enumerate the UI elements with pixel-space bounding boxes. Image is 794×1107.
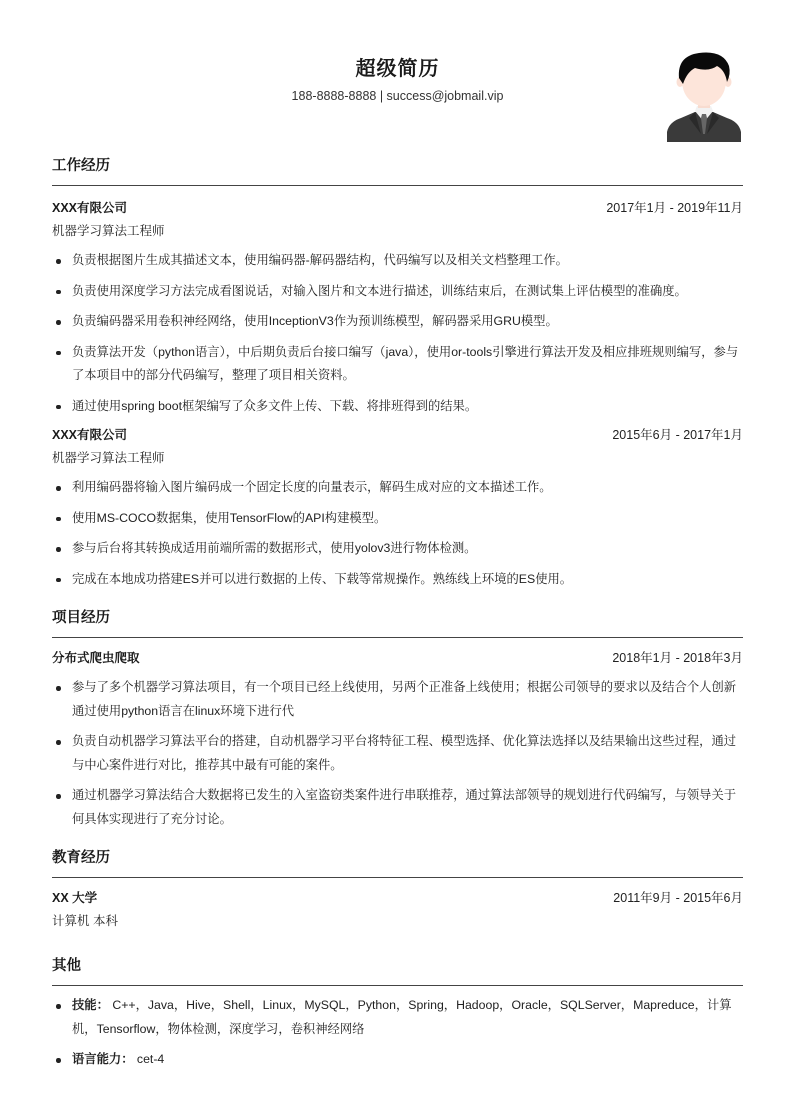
project-experience-section — [52, 607, 743, 831]
resume-page — [52, 0, 743, 1079]
bullet-item: 通过机器学习算法结合大数据将已发生的入室盗窃类案件进行串联推荐，通过算法部领导的规划进行代码编写，与领导关于何具体实现进行了充分讨论。 — [52, 784, 743, 831]
company-name: XXX有限公司 — [52, 200, 128, 215]
work-entry — [52, 194, 743, 418]
work-entry — [52, 421, 743, 591]
candidate-name: 超级简历 — [355, 58, 440, 80]
project-name: 分布式爬虫爬取 — [52, 650, 140, 665]
section-title: 工作经历 — [52, 158, 110, 174]
date-range: 2018年1月 - 2018年3月 — [612, 650, 743, 665]
section-divider — [52, 185, 743, 186]
section-divider — [52, 985, 743, 986]
company-name: XXX有限公司 — [52, 427, 128, 442]
bullet-item: 负责根据图片生成其描述文本，使用编码器-解码器结构，代码编写以及相关文档整理工作。 — [52, 249, 743, 273]
skills-label: 技能： — [72, 998, 109, 1012]
bullet-item: 负责算法开发（python语言），中后期负责后台接口编写（java），使用or-tools引擎进行算法开发及相应排班规则编写，参与了本项目中的部分代码编写，整理了项目相关资料。 — [52, 341, 743, 388]
bullet-item: 通过使用spring boot框架编写了众多文件上传、下载、将排班得到的结果。 — [52, 395, 743, 419]
education-entry — [52, 884, 743, 933]
language-label: 语言能力： — [72, 1052, 134, 1066]
skills-item — [52, 994, 743, 1041]
work-experience-section — [52, 155, 743, 591]
bullet-item: 完成在本地成功搭建ES并可以进行数据的上传、下载等常规操作。熟练线上环境的ES使用。 — [52, 568, 743, 592]
project-entry — [52, 644, 743, 831]
section-title: 教育经历 — [52, 850, 110, 866]
bullet-item: 负责编码器采用卷积神经网络，使用InceptionV3作为预训练模型，解码器采用GRU模型。 — [52, 310, 743, 334]
date-range: 2017年1月 - 2019年11月 — [606, 200, 743, 215]
bullet-item: 利用编码器将输入图片编码成一个固定长度的向量表示，解码生成对应的文本描述工作。 — [52, 476, 743, 500]
other-section — [52, 955, 743, 1072]
section-title: 项目经历 — [52, 610, 110, 626]
language-item — [52, 1048, 743, 1072]
section-title: 其他 — [52, 958, 81, 974]
school-name: XX 大学 — [52, 890, 98, 905]
bullet-item: 负责自动机器学习算法平台的搭建，自动机器学习平台将特征工程、模型选择、优化算法选择以及结果输出这些过程，通过与中心案件进行对比，推荐其中最有可能的案件。 — [52, 730, 743, 777]
bullet-item: 使用MS-COCO数据集，使用TensorFlow的API构建模型。 — [52, 507, 743, 531]
job-title: 机器学习算法工程师 — [52, 224, 165, 238]
language-value: cet-4 — [136, 1052, 165, 1066]
bullet-item: 参与了多个机器学习算法项目，有一个项目已经上线使用，另两个正准备上线使用；根据公司领导的要求以及结合个人创新通过使用python语言在linux环境下进行代 — [52, 676, 743, 723]
job-title: 机器学习算法工程师 — [52, 451, 165, 465]
education-section — [52, 847, 743, 933]
bullet-item: 负责使用深度学习方法完成看图说话，对输入图片和文本进行描述，训练结束后，在测试集上评估模型的准确度。 — [52, 280, 743, 304]
contact-info: 188-8888-8888 | success@jobmail.vip — [291, 89, 504, 103]
bullet-item: 参与后台将其转换成适用前端所需的数据形式，使用yolov3进行物体检测。 — [52, 537, 743, 561]
person-avatar-icon — [665, 48, 743, 142]
section-divider — [52, 877, 743, 878]
date-range: 2015年6月 - 2017年1月 — [612, 427, 743, 442]
major-degree: 计算机 本科 — [52, 914, 118, 928]
section-divider — [52, 637, 743, 638]
date-range: 2011年9月 - 2015年6月 — [613, 890, 743, 905]
skills-value: C++，Java，Hive，Shell，Linux，MySQL，Python，Spring，Hadoop，Oracle，SQLServer，Mapreduce，计算机，Tensorflow，物体检测，深度学习，卷积神经网络 — [72, 998, 732, 1036]
resume-header — [52, 0, 743, 145]
